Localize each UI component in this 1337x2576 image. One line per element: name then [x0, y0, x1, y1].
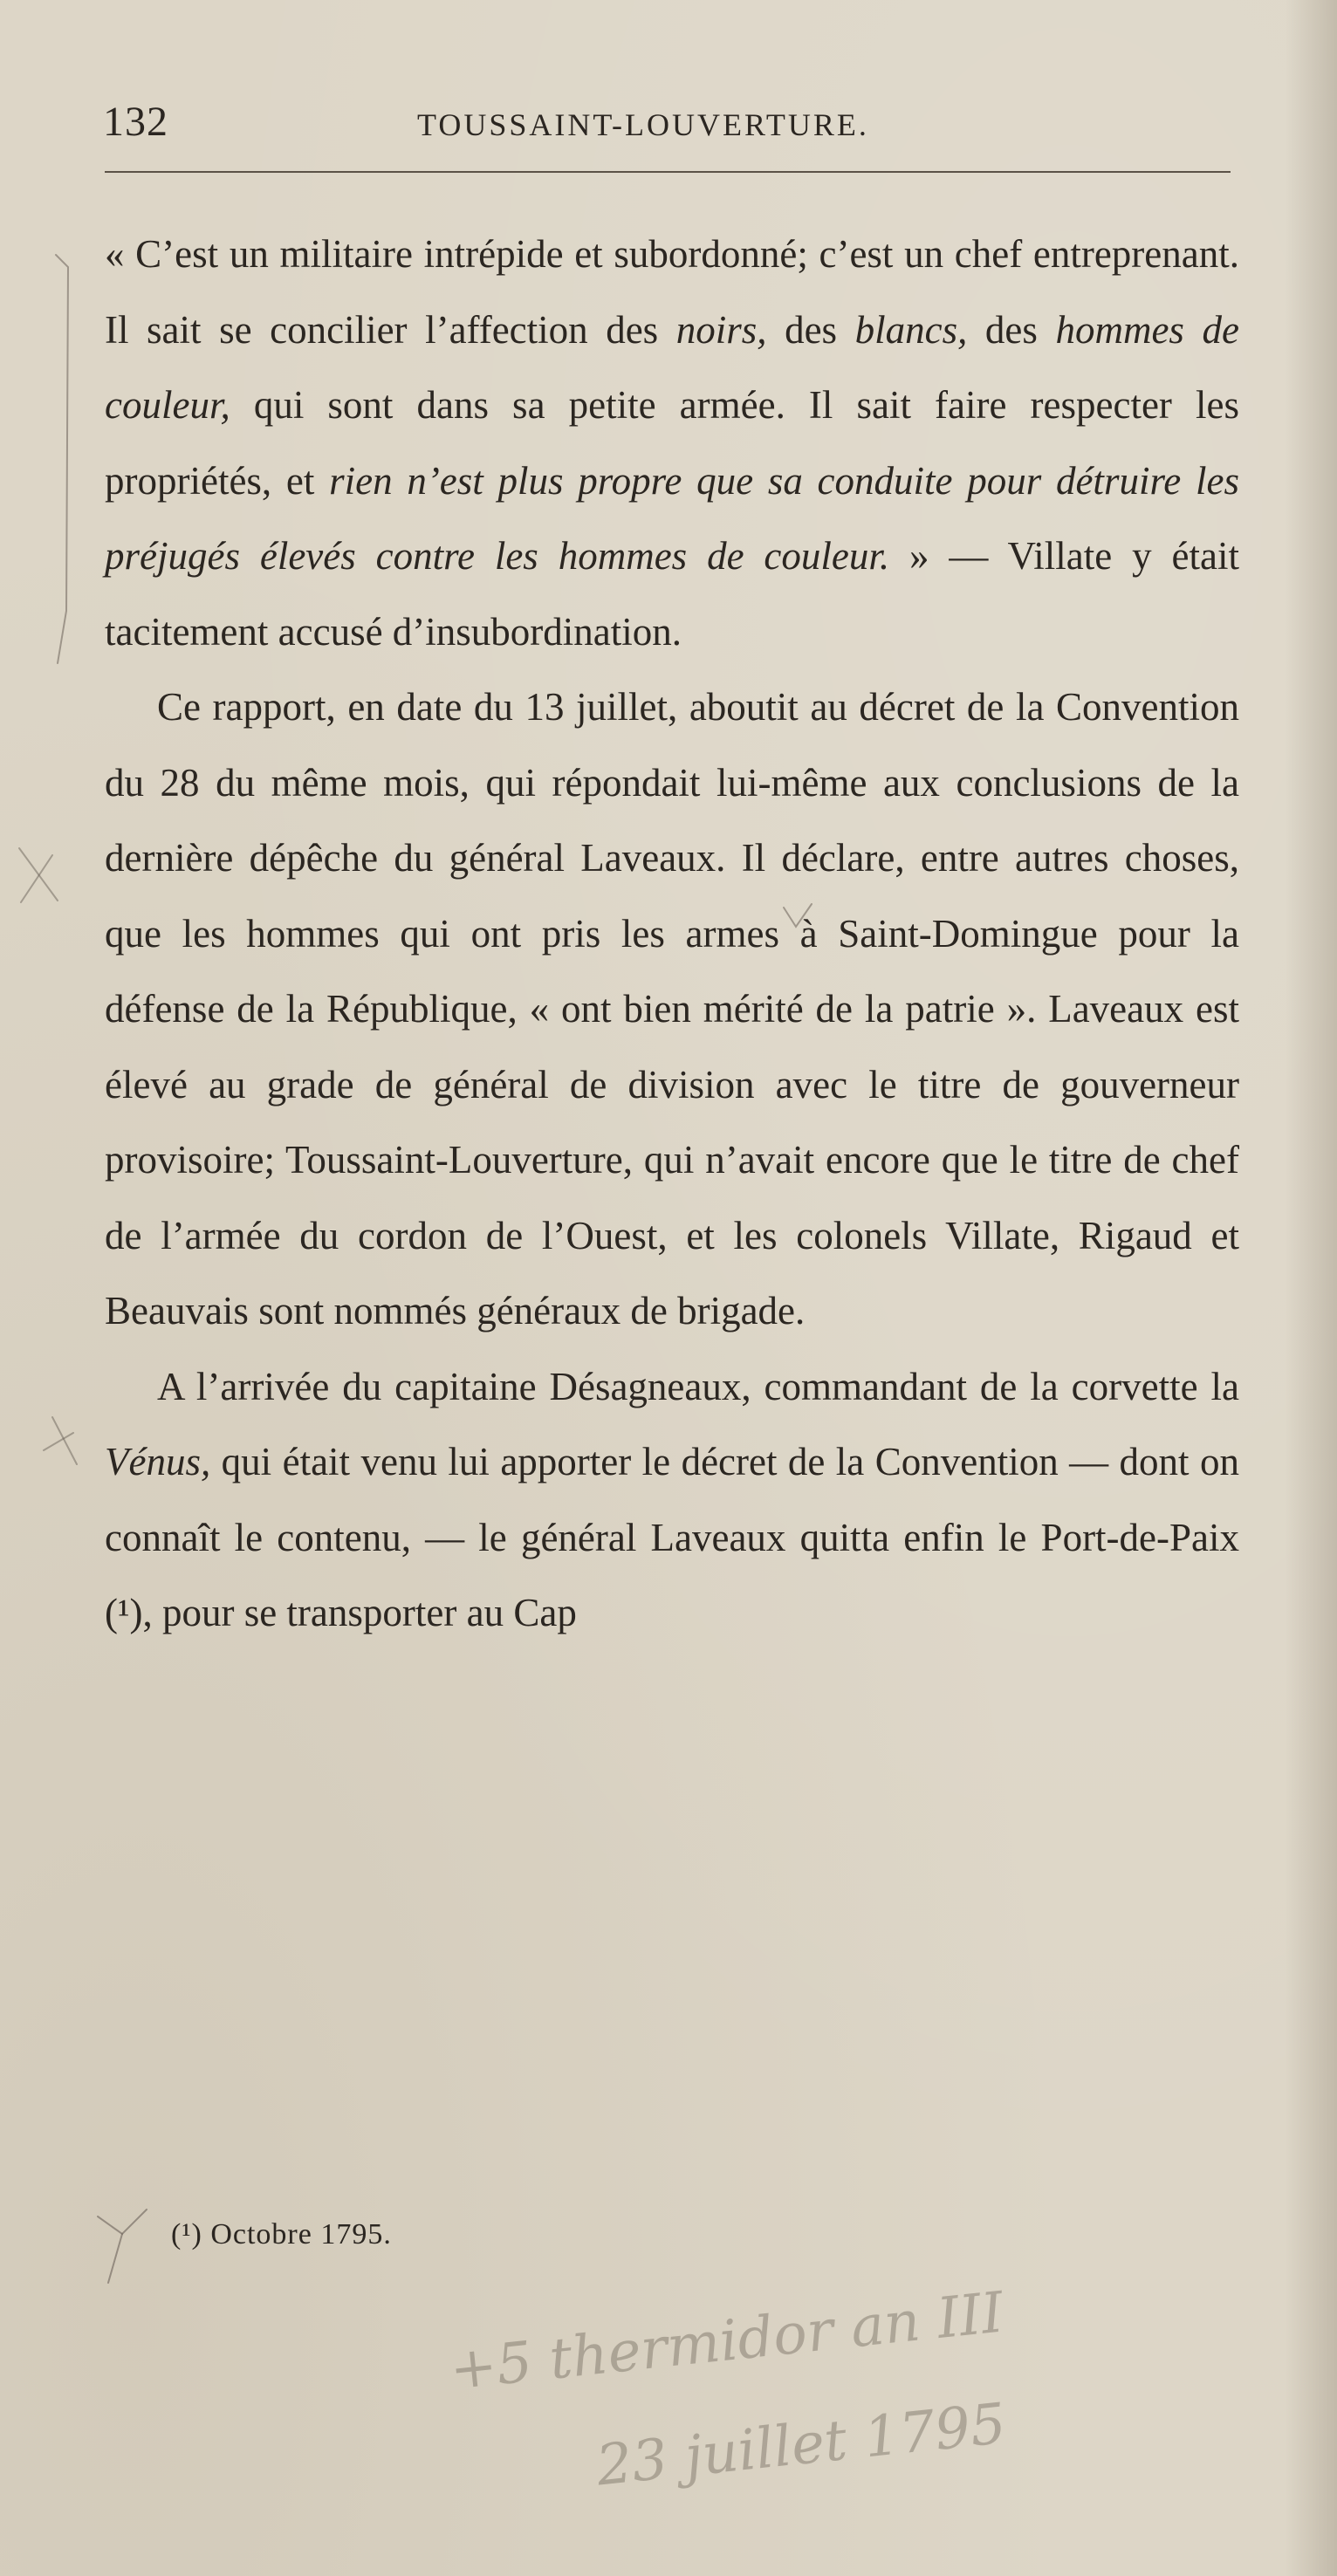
text-run: Ce rapport, en date du 13 juillet, aboutit au décret de la Convention du 28 du même mois, qui répondait lui-même aux conclusions de la dernière dépêche du général Laveaux. Il déclare, entre autres choses, que les hommes qui ont pris les armes à Saint-Domingue pour la défense de la République, « ont bien mérité de la patrie ». Laveaux est élevé au grade de général de division avec le titre de gouverneur provisoire; Toussaint-Louverture, qui n’avait encore que le titre de chef de l’armée du cordon de l’Ouest, et les colonels Villate, Rigaud et Beauvais sont nommés généraux de brigade. — [105, 685, 1239, 1333]
italic-phrase: Vénus, — [105, 1440, 211, 1483]
text-run: des — [766, 307, 855, 352]
italic-phrase: hommes de couleur, — [105, 307, 1239, 427]
running-title: TOUSSAINT-LOUVERTURE. — [417, 107, 869, 142]
margin-bracket — [56, 255, 68, 663]
footnote: (¹) Octobre 1795. — [171, 2218, 392, 2251]
page-number: 132 — [103, 99, 168, 145]
italic-phrase: noirs, — [675, 307, 767, 352]
handwritten-note-line2: 23 juillet 1795 — [593, 2391, 1010, 2499]
margin-cross-1 — [19, 848, 58, 902]
text-run: » — Villate y était tacitement accusé d’insubordination. — [105, 534, 1239, 654]
text-run: « C’est un militaire intrépide et subordonné; c’est un chef entreprenant. Il sait se concilier l’affection des — [105, 232, 1239, 352]
margin-check-mark — [98, 2209, 147, 2283]
italic-phrase: rien n’est plus propre que sa conduite pour détruire les préjugés élevés contre les hommes de couleur. — [105, 458, 1239, 578]
margin-cross-2 — [44, 1417, 77, 1464]
italic-phrase: blancs, — [854, 307, 968, 352]
handwritten-note-line1: +5 thermidor an III — [447, 2280, 1007, 2403]
text-run: A l’arrivée du capitaine Désagneaux, commandant de la corvette la — [157, 1364, 1239, 1408]
text-run: qui était venu lui apporter le décret de la Convention — dont on connaît le contenu, — le général Laveaux quitta enfin le Port-de-Paix (¹), pour se transporter au Cap — [105, 1440, 1239, 1634]
text-run: qui sont dans sa petite armée. Il sait faire respecter les propriétés, et — [105, 383, 1239, 503]
date-caret — [784, 904, 812, 927]
text-run: des — [967, 307, 1056, 352]
